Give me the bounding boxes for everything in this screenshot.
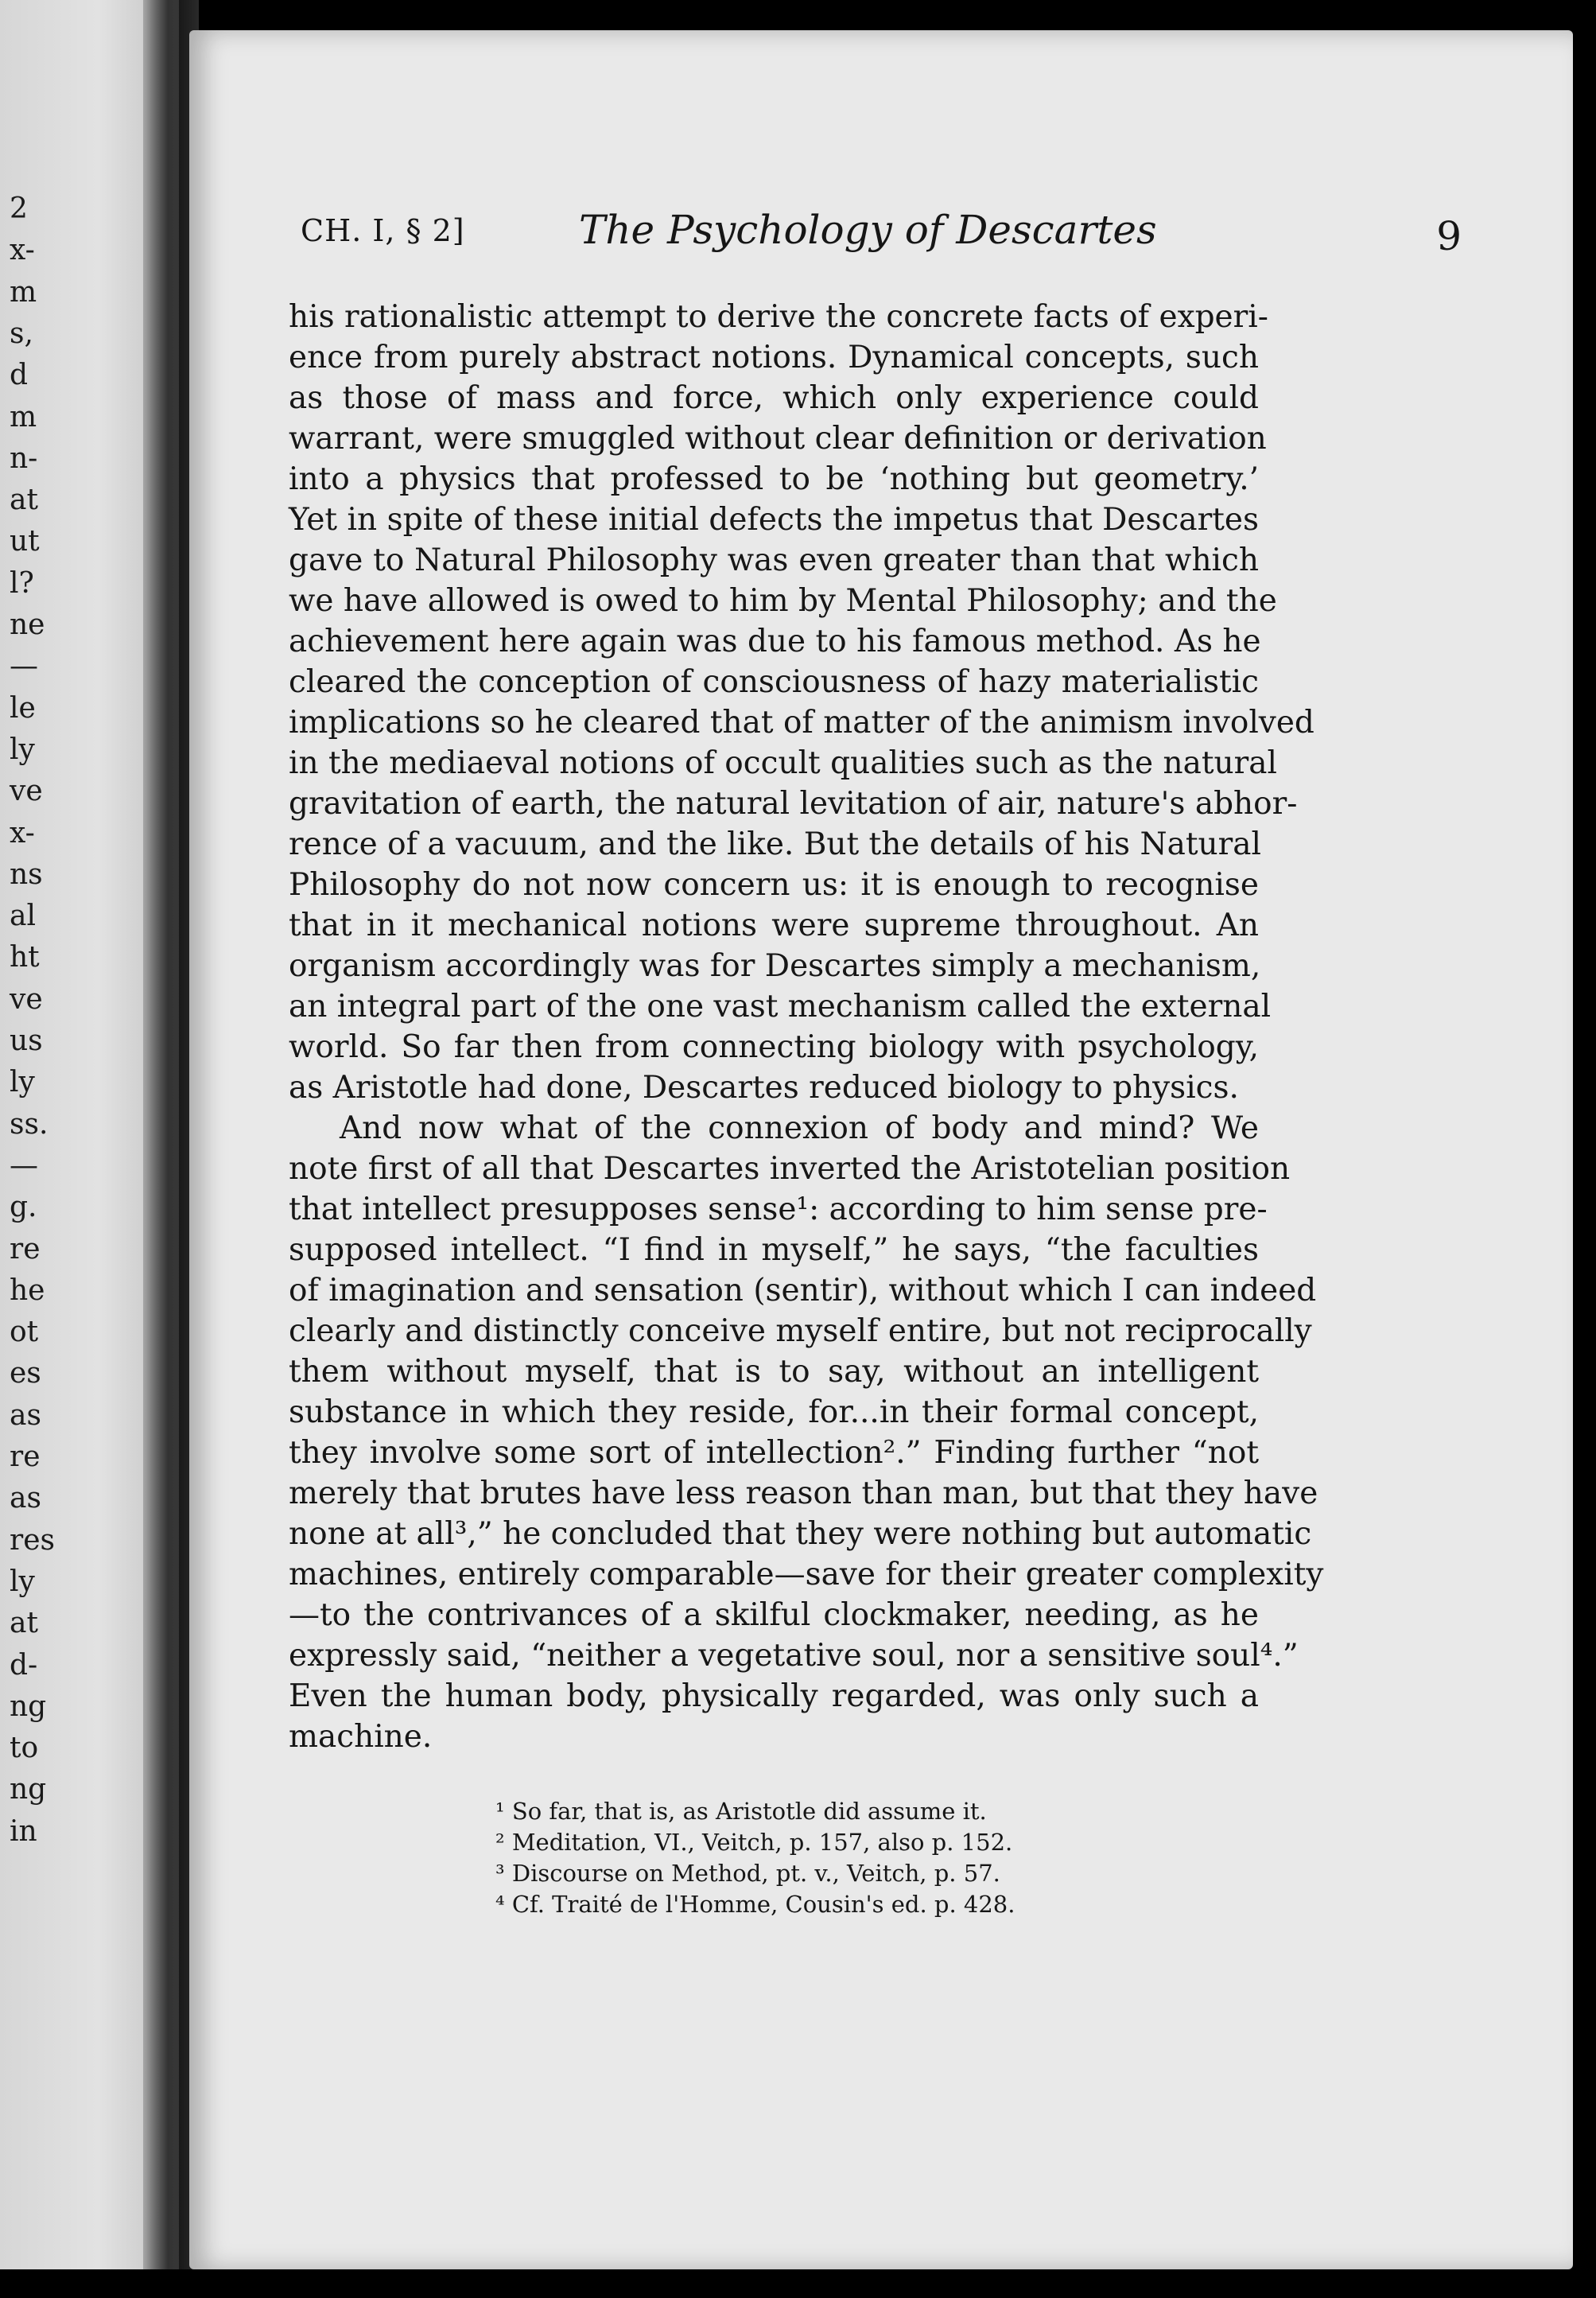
left-page-fragment: ss. <box>10 1107 49 1141</box>
body-line: rence of a vacuum, and the like. But the details of his Natural <box>289 826 1261 862</box>
left-page-fragment: ns <box>10 857 43 891</box>
left-page-fragment: le <box>10 691 36 725</box>
body-line: clearly and distinctly conceive myself entire, but not reciprocally <box>289 1313 1312 1349</box>
left-page-fragment: ne <box>10 609 45 641</box>
body-line: Yet in spite of these initial defects the impetus that Descartes <box>289 502 1259 538</box>
body-line: gravitation of earth, the natural levitation of air, nature's abhor- <box>289 786 1298 822</box>
body-line: that in it mechanical notions were supreme throughout. An <box>289 908 1259 943</box>
body-line: of imagination and sensation (sentir), without which I can indeed <box>289 1273 1317 1308</box>
body-line: expressly said, “neither a vegetative soul, nor a sensitive soul⁴.” <box>289 1638 1299 1674</box>
left-page-fragment: at <box>10 484 38 517</box>
left-page-fragment: res <box>10 1523 55 1557</box>
body-line: none at all³,” he concluded that they were nothing but automatic <box>289 1516 1312 1552</box>
left-page-fragment: ng <box>10 1773 47 1806</box>
left-page-fragment: as <box>10 1398 41 1432</box>
body-line: they involve some sort of intellection².” Finding further “not <box>289 1435 1259 1471</box>
body-line: world. So far then from connecting biology with psychology, <box>289 1029 1259 1065</box>
body-line: Philosophy do not now concern us: it is enough to recognise <box>289 867 1259 903</box>
left-page-fragment: x- <box>10 234 35 267</box>
left-page-fragment: us <box>10 1025 43 1057</box>
body-line: Even the human body, physically regarded, was only such a <box>289 1678 1259 1714</box>
left-page-fragment: d- <box>10 1648 38 1682</box>
body-text <box>289 297 1324 1757</box>
left-page-fragment: ut <box>10 525 40 558</box>
footnotes <box>495 1796 1211 1920</box>
body-line: note first of all that Descartes inverted the Aristotelian position <box>289 1151 1291 1187</box>
body-line: gave to Natural Philosophy was even greater than that which <box>289 542 1259 578</box>
left-page-fragment: re <box>10 1232 41 1266</box>
left-page-fragment: ly <box>10 733 35 766</box>
left-page-fragment: ht <box>10 941 40 974</box>
left-page-fragment: as <box>10 1482 41 1515</box>
body-line: ence from purely abstract notions. Dynamical concepts, such <box>289 340 1259 375</box>
left-page-fragment: in <box>10 1814 37 1848</box>
body-line: we have allowed is owed to him by Mental Philosophy; and the <box>289 583 1277 619</box>
left-page-fragment: g. <box>10 1191 37 1224</box>
left-page-fragment: x- <box>10 816 35 850</box>
body-line: into a physics that professed to be ‘nothing but geometry.’ <box>289 461 1259 497</box>
right-page <box>189 30 1573 2269</box>
body-line: as those of mass and force, which only experience could <box>289 380 1259 416</box>
left-page-fragment: ot <box>10 1316 39 1349</box>
body-line: his rationalistic attempt to derive the concrete facts of experi- <box>289 299 1268 335</box>
running-title: The Psychology of Descartes <box>579 207 1157 253</box>
body-line: that intellect presupposes sense¹: according to him sense pre- <box>289 1192 1268 1227</box>
left-page-fragment: ly <box>10 1066 35 1099</box>
footnote: ¹ So far, that is, as Aristotle did assume it. <box>495 1798 987 1825</box>
body-line: as Aristotle had done, Descartes reduced biology to physics. <box>289 1070 1239 1106</box>
body-line: organism accordingly was for Descartes simply a mechanism, <box>289 948 1261 984</box>
body-line: machines, entirely comparable—save for their greater complexity <box>289 1557 1324 1592</box>
page-number: 9 <box>1436 213 1462 259</box>
body-line: supposed intellect. “I find in myself,” he says, “the faculties <box>289 1232 1259 1268</box>
left-page-fragment: he <box>10 1273 45 1307</box>
left-page-fragment: at <box>10 1607 38 1640</box>
body-line: in the mediaeval notions of occult qualities such as the natural <box>289 745 1277 781</box>
left-page-fragment: re <box>10 1441 41 1473</box>
body-line: implications so he cleared that of matter of the animism involved <box>289 705 1314 741</box>
left-page-fragment: es <box>10 1357 41 1390</box>
left-page-fragment: to <box>10 1732 39 1765</box>
left-page-fragment: ve <box>10 775 43 808</box>
body-line: merely that brutes have less reason than man, but that they have <box>289 1476 1318 1511</box>
left-page-fragment: 2 <box>10 192 28 225</box>
left-page-fragment: s, <box>10 317 33 350</box>
body-line: achievement here again was due to his famous method. As he <box>289 624 1261 659</box>
body-line: —to the contrivances of a skilful clockmaker, needing, as he <box>289 1597 1259 1633</box>
body-line: substance in which they reside, for...in their formal concept, <box>289 1394 1259 1430</box>
body-line: an integral part of the one vast mechanism called the external <box>289 989 1272 1025</box>
body-line: cleared the conception of consciousness of hazy materialistic <box>289 664 1259 700</box>
left-page-fragment: — <box>10 650 38 683</box>
left-page-fragment: d <box>10 359 29 392</box>
running-header <box>301 197 1462 261</box>
body-line: machine. <box>289 1719 433 1755</box>
chapter-reference: CH. I, § 2] <box>301 213 465 248</box>
body-line: And now what of the connexion of body and mind? We <box>340 1110 1259 1146</box>
left-page-fragment: m <box>10 275 37 309</box>
left-page-fragment: al <box>10 900 36 933</box>
footnote: ³ Discourse on Method, pt. v., Veitch, p. 57. <box>495 1860 1000 1887</box>
left-page-fragment: l? <box>10 566 34 600</box>
left-page-fragment: ly <box>10 1565 35 1598</box>
left-page-fragment: n- <box>10 441 38 475</box>
left-page-fragment: m <box>10 400 37 434</box>
body-line: them without myself, that is to say, without an intelligent <box>289 1354 1259 1390</box>
footnote: ² Meditation, VI., Veitch, p. 157, also p. 152. <box>495 1829 1013 1856</box>
left-page-fragment: ve <box>10 982 43 1016</box>
body-line: warrant, were smuggled without clear definition or derivation <box>289 421 1267 457</box>
left-page-fragment: — <box>10 1149 38 1182</box>
footnote: ⁴ Cf. Traité de l'Homme, Cousin's ed. p. 428. <box>495 1891 1015 1918</box>
left-page-fragment: ng <box>10 1689 47 1723</box>
scan-bottom-edge <box>0 2269 1596 2298</box>
